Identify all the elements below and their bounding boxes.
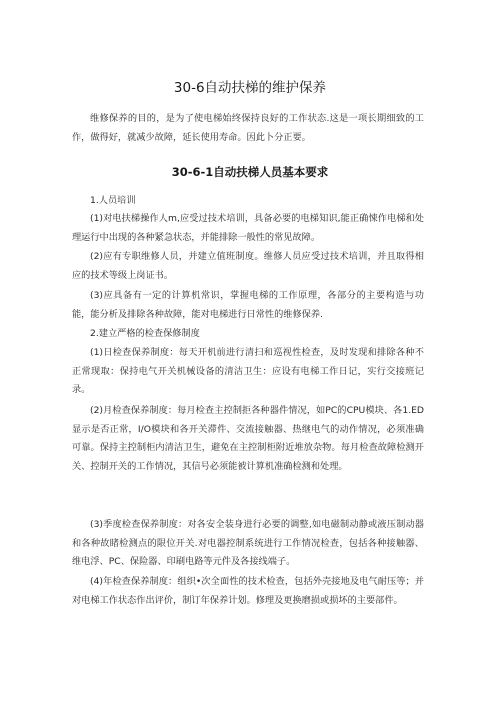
section-title: 30-6-1自动扶梯人员基本要求 — [171, 165, 329, 179]
subheading-personnel-training: 1.人员培训 — [90, 195, 136, 206]
paragraph-6: (3)季度检查保养制度：对各安全装身进行必要的调整,如电磁制动静或液压制动器和各种故睹检测点的限位开关.对电器控制系统进行工作情况检查，包括各种接触器、维电浮、PC、保险器、印刷电路等元件及各接线端子。 — [72, 519, 424, 567]
intro-paragraph: 维修保养的目的，是为了使电梯始终保持良好的工作状态.这是一项长期细致的工作，做得好，就减少故障，延长使用寿命。因此卜分正要。 — [72, 113, 424, 143]
paragraph-2: (2)应有专职维修人员，并建立值班制度。维修人员应受过技术培训，并且取得相应的技术等级上岗证书。 — [72, 251, 424, 281]
paragraph-7: (4)年检查保养制度：组织•次全面性的技术检查，包括外壳接地及电气耐压等；并对电梯工作状态作出评价，制订年保养计划。修理及更换磨损或损坏的主要部件。 — [72, 576, 424, 606]
paragraph-3: (3)应具备有一定的计算机常识，掌握电梯的工作原理，各部分的主要构造与功能，能分析及排除各种故障，能对电梯进行日常性的维修保养. — [72, 290, 424, 320]
paragraph-1: (1)对电扶梯操作人m,应受过技术培训，具备必要的电梯知识,能正确悚作电梯和处理运行中出现的各种紧急状态，并能排除一般性的常见故障。 — [72, 213, 424, 243]
subheading-inspection-system: 2.建立严格的检查保修制度 — [90, 328, 200, 339]
document-title: 30-6自动扶梯的维护保养 — [173, 80, 327, 96]
paragraph-4: (1)日检查保养制度：每天开机前进行清扫和巡视性检查，及时发现和排除各种不正常现取：保持电气开关机械设备的清洁卫生：应设有电梯工作日记，实行交接班记录。 — [72, 347, 424, 395]
paragraph-5: (2)月检查保养制度：每月检查主控制拒各种器件情况，如PC的CPU模块、各1.ED显示是否正常，I/O模块和各开关滞件、交流接触器、热继电气的动作情况，必须准确可靠。保持主控制柜内清洁卫生，避免在主控制柜附近堆放杂物。每月检查故障检测开关、控制开关的工作情况，其信号必须能被计算机准确检测和处理。 — [72, 405, 424, 472]
